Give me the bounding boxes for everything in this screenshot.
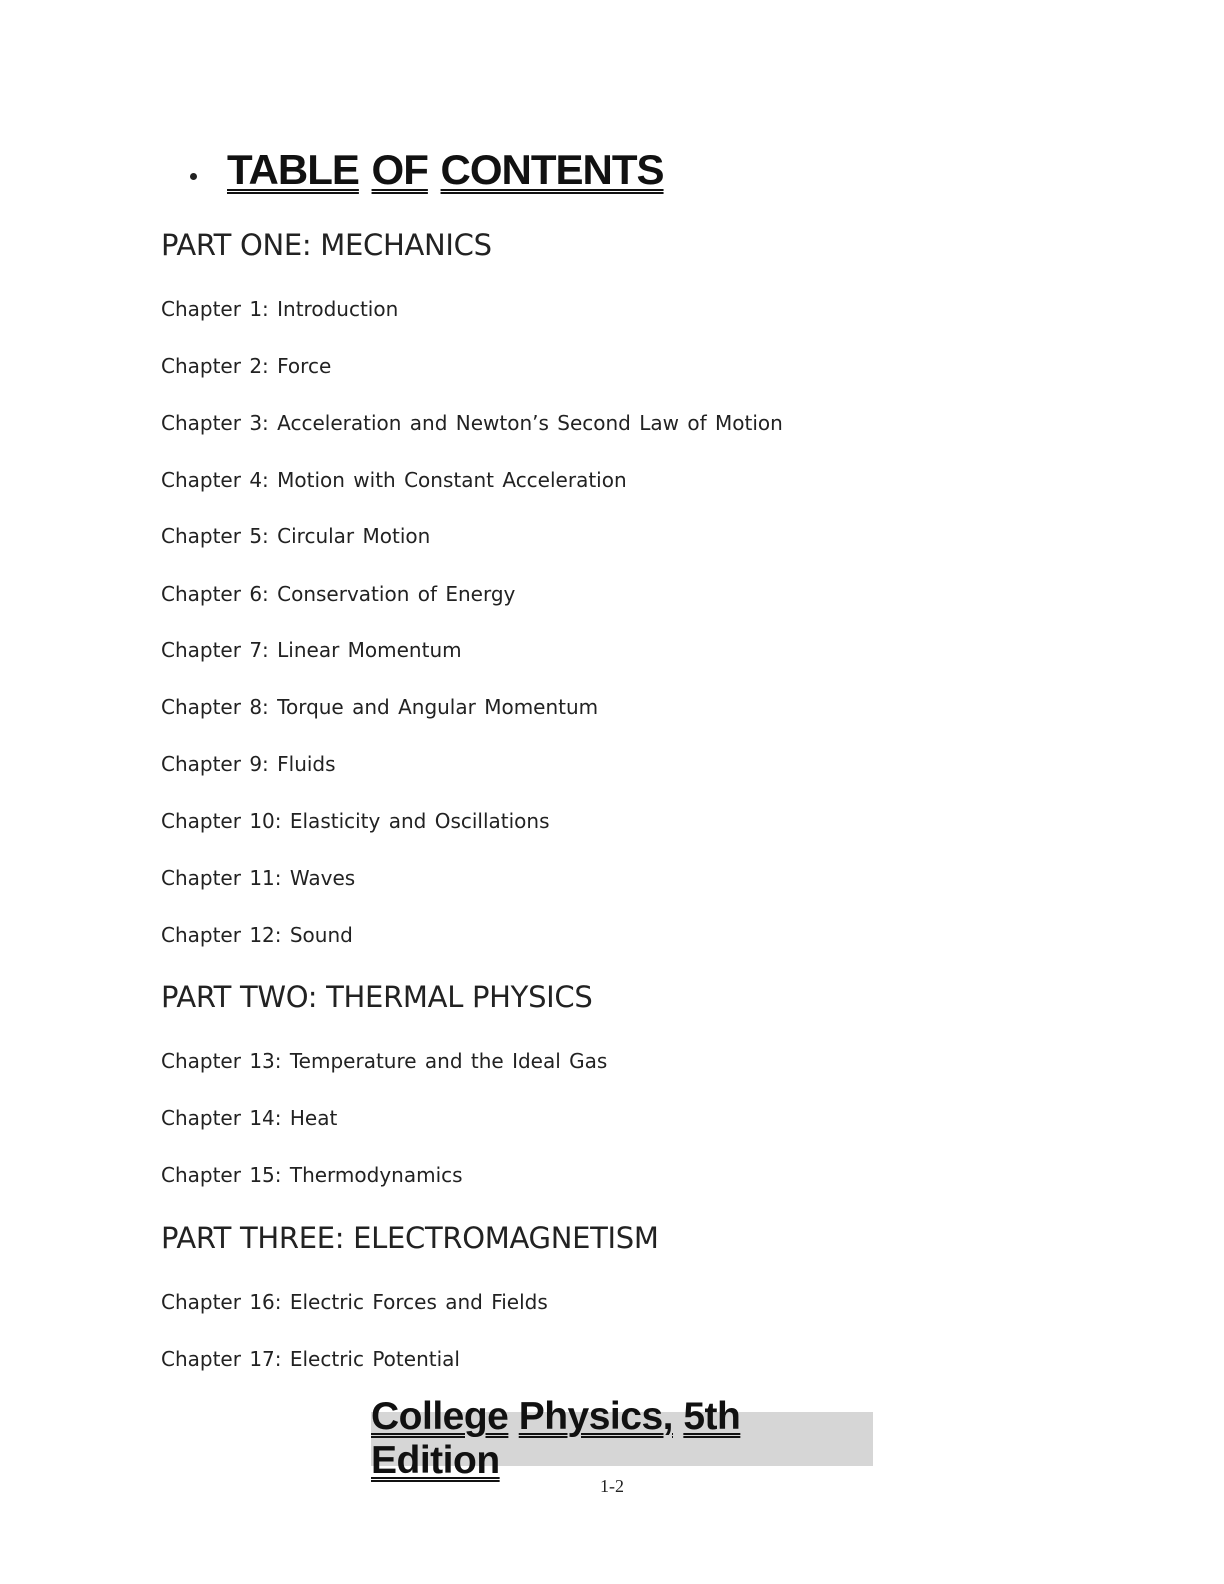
toc-heading-row [190,140,664,200]
page-number: 1-2 [600,1476,624,1496]
chapter-entry: Chapter 8: Torque and Angular Momentum [161,695,599,719]
footer-word: 5th [683,1395,741,1438]
chapter-entry: Chapter 15: Thermodynamics [161,1163,463,1187]
part-heading: PART THREE: ELECTROMAGNETISM [161,1221,659,1255]
title-word: CONTENTS [440,146,664,193]
chapter-entry: Chapter 17: Electric Potential [161,1347,460,1371]
footer-word: Edition [371,1439,500,1482]
chapter-entry: Chapter 5: Circular Motion [161,524,431,548]
chapter-entry: Chapter 1: Introduction [161,297,399,321]
chapter-entry: Chapter 9: Fluids [161,752,336,776]
chapter-entry: Chapter 2: Force [161,354,332,378]
footer-word: Physics, [518,1395,673,1438]
title-word: OF [371,146,428,193]
footer-banner [371,1395,873,1482]
page-title [227,146,664,194]
chapter-entry: Chapter 12: Sound [161,923,353,947]
chapter-entry: Chapter 7: Linear Momentum [161,638,462,662]
chapter-entry: Chapter 3: Acceleration and Newton’s Second Law of Motion [161,411,783,435]
part-heading: PART ONE: MECHANICS [161,228,492,262]
chapter-entry: Chapter 13: Temperature and the Ideal Gas [161,1049,608,1073]
title-word: TABLE [227,146,359,193]
bullet-icon [190,173,197,180]
chapter-entry: Chapter 6: Conservation of Energy [161,582,516,606]
chapter-entry: Chapter 10: Elasticity and Oscillations [161,809,550,833]
footer-book-title [371,1395,873,1483]
chapter-entry: Chapter 16: Electric Forces and Fields [161,1290,548,1314]
part-heading: PART TWO: THERMAL PHYSICS [161,980,593,1014]
chapter-entry: Chapter 4: Motion with Constant Acceleration [161,468,627,492]
footer-word: College [371,1395,509,1438]
chapter-entry: Chapter 14: Heat [161,1106,338,1130]
chapter-entry: Chapter 11: Waves [161,866,356,890]
